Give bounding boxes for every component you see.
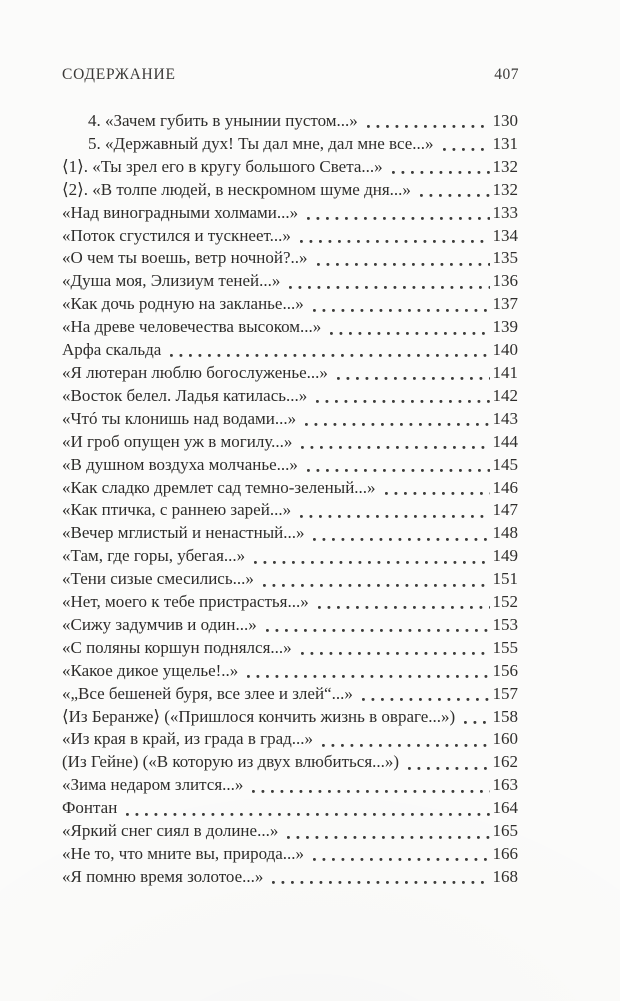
dot-leader <box>257 614 493 637</box>
dot-leader <box>298 202 492 225</box>
toc-entry-page: 149 <box>492 546 518 566</box>
toc-entry <box>62 385 518 408</box>
toc-entry-page: 139 <box>492 317 518 337</box>
toc-entry <box>62 362 518 385</box>
toc-entry-title: 5. «Державный дух! Ты дал мне, дал мне все...» <box>88 133 434 153</box>
toc-entry-title: «Чтó ты клонишь над водами...» <box>62 408 297 428</box>
toc-entry-page: 145 <box>492 454 518 474</box>
toc-entry-page: 152 <box>492 592 518 612</box>
toc-entry-page: 151 <box>492 569 518 589</box>
toc-entry <box>62 797 518 820</box>
dot-leader <box>304 843 492 866</box>
toc-entry <box>62 179 518 202</box>
toc-entry-title: «Зима недаром злится...» <box>62 775 244 795</box>
toc-entry-page: 153 <box>492 614 518 634</box>
toc-entry <box>62 683 518 706</box>
toc-entry <box>62 591 518 614</box>
dot-leader <box>117 797 492 820</box>
toc-entry <box>62 454 518 477</box>
toc-entry-page: 158 <box>492 706 518 726</box>
page-number: 407 <box>494 66 519 83</box>
dot-leader <box>304 293 493 316</box>
toc-entry <box>62 545 518 568</box>
toc-entry-title: «Над виноградными холмами...» <box>62 202 299 222</box>
toc-entry-title: «О чем ты воешь, ветр ночной?..» <box>62 248 308 268</box>
toc-entry-page: 164 <box>492 798 518 818</box>
toc-entry-page: 160 <box>492 729 518 749</box>
toc-entry-page: 147 <box>492 500 518 520</box>
dot-leader <box>291 499 492 522</box>
toc-entry <box>62 477 518 500</box>
toc-entry <box>62 270 518 293</box>
toc-entry-page: 131 <box>492 133 518 153</box>
dot-leader <box>245 545 492 568</box>
toc-entry <box>62 133 518 156</box>
toc-entry-title: Фонтан <box>62 798 118 818</box>
dot-leader <box>328 362 493 385</box>
toc-entry <box>62 499 518 522</box>
dot-leader <box>399 751 492 774</box>
toc-entry-title: «Поток сгустился и тускнеет...» <box>62 225 291 245</box>
toc-entry-title: «Какое дикое ущелье!..» <box>62 660 239 680</box>
toc-entry-title: «Восток белел. Ладья катилась...» <box>62 385 308 405</box>
toc-entry-page: 132 <box>492 179 518 199</box>
toc-entry-title: «Я лютеран люблю богослуженье...» <box>62 362 328 382</box>
toc-entry-title: «Я помню время золотое...» <box>62 866 264 886</box>
toc-entry-title: «Там, где горы, убегая...» <box>62 546 246 566</box>
toc-entry-title: «Яркий снег сиял в долине...» <box>62 821 279 841</box>
toc-entry-title: 4. «Зачем губить в унынии пустом...» <box>88 111 358 130</box>
toc-entry <box>62 316 518 339</box>
dot-leader <box>243 774 492 797</box>
toc-entry-page: 146 <box>492 477 518 497</box>
toc-entry-title: ⟨Из Беранже⟩ («Пришлося кончить жизнь в овраге...») <box>62 706 456 726</box>
toc-entry <box>62 866 518 889</box>
toc-entry-title: «Сижу задумчив и один...» <box>62 614 257 634</box>
dot-leader <box>161 339 492 362</box>
dot-leader <box>292 431 492 454</box>
toc-entry <box>62 706 518 729</box>
toc-entry-page: 163 <box>492 775 518 795</box>
toc-entry-title: ⟨1⟩. «Ты зрел его в кругу большого Света...» <box>62 156 383 176</box>
toc-entry-page: 144 <box>492 431 518 451</box>
toc-entry-title: (Из Гейне) («В которую из двух влюбиться...») <box>62 752 400 772</box>
toc-entry-page: 155 <box>492 637 518 657</box>
dot-leader <box>278 820 492 843</box>
toc-entry-title: «Нет, моего к тебе пристрастья...» <box>62 592 309 612</box>
toc-entry <box>62 110 518 133</box>
toc-entry <box>62 614 518 637</box>
toc-entry <box>62 225 518 248</box>
dot-leader <box>353 683 493 706</box>
toc-entry-title: «Тени сизые смесились...» <box>62 569 254 589</box>
dot-leader <box>307 385 492 408</box>
dot-leader <box>411 179 493 202</box>
dot-leader <box>296 408 492 431</box>
dot-leader <box>304 522 492 545</box>
dot-leader <box>434 133 493 156</box>
toc-entry-title: «Не то, что мните вы, природа...» <box>62 844 305 863</box>
toc-entry-title: ⟨2⟩. «В толпе людей, в нескромном шуме дня...» <box>62 179 411 199</box>
toc-entry-page: 137 <box>492 294 518 314</box>
toc-entry-title: «Как дочь родную на закланье...» <box>62 294 304 314</box>
toc-entry-page: 162 <box>492 752 518 772</box>
toc-entry <box>62 202 518 225</box>
toc-entry-page: 132 <box>492 156 518 176</box>
dot-leader <box>376 477 493 500</box>
toc-entry-title: «С поляны коршун поднялся...» <box>62 637 292 657</box>
dot-leader <box>238 660 492 683</box>
toc-entry-title: «„Все бешеней буря, все злее и злей“...» <box>62 683 353 703</box>
toc-entry <box>62 431 518 454</box>
running-head <box>62 66 519 84</box>
toc-entry-page: 156 <box>492 660 518 680</box>
toc-entry-page: 165 <box>492 821 518 841</box>
toc-entry-page: 166 <box>492 844 518 863</box>
toc-entry-title: «В душном воздуха молчанье...» <box>62 454 298 474</box>
toc-entry-title: «Вечер мглистый и ненастный...» <box>62 523 305 543</box>
toc-list <box>62 110 518 889</box>
toc-entry-title: Арфа скальда <box>62 340 162 360</box>
dot-leader <box>291 225 493 248</box>
toc-entry <box>62 774 518 797</box>
dot-leader <box>308 247 493 270</box>
dot-leader <box>383 156 493 179</box>
toc-entry-page: 143 <box>492 408 518 428</box>
toc-entry-page: 168 <box>492 866 518 886</box>
dot-leader <box>358 110 493 133</box>
dot-leader <box>313 728 492 751</box>
toc-entry <box>62 247 518 270</box>
toc-entry <box>62 408 518 431</box>
dot-leader <box>455 706 492 729</box>
toc-entry-page: 133 <box>492 202 518 222</box>
toc-entry-page: 157 <box>492 683 518 703</box>
toc-entry-title: «На древе человечества высоком...» <box>62 317 322 337</box>
toc-entry <box>62 728 518 751</box>
toc-entry-page: 134 <box>492 225 518 245</box>
toc-entry <box>62 568 518 591</box>
toc-entry-title: «Из края в край, из града в град...» <box>62 729 314 749</box>
toc-entry-title: «И гроб опущен уж в могилу...» <box>62 431 293 451</box>
dot-leader <box>263 866 492 889</box>
toc-entry <box>62 843 518 866</box>
toc-entry <box>62 660 518 683</box>
toc-entry-title: «Как сладко дремлет сад темно-зеленый...» <box>62 477 376 497</box>
toc-entry-title: «Как птичка, с раннею зарей...» <box>62 500 292 520</box>
toc-entry <box>62 751 518 774</box>
dot-leader <box>254 568 493 591</box>
dot-leader <box>292 637 493 660</box>
toc-entry <box>62 339 518 362</box>
toc-entry-page: 148 <box>492 523 518 543</box>
dot-leader <box>298 454 493 477</box>
dot-leader <box>309 591 493 614</box>
toc-entry <box>62 522 518 545</box>
toc-entry-page: 130 <box>492 111 518 130</box>
toc-entry <box>62 637 518 660</box>
toc-entry <box>62 156 518 179</box>
toc-entry-title: «Душа моя, Элизиум теней...» <box>62 271 281 291</box>
toc-entry-page: 136 <box>492 271 518 291</box>
dot-leader <box>321 316 492 339</box>
toc-entry <box>62 293 518 316</box>
toc-entry-page: 142 <box>492 385 518 405</box>
toc-entry <box>62 820 518 843</box>
dot-leader <box>280 270 492 293</box>
contents-heading: СОДЕРЖАНИЕ <box>62 66 176 83</box>
toc-entry-page: 141 <box>492 362 518 382</box>
toc-entry-page: 135 <box>492 248 518 268</box>
toc-entry-page: 140 <box>492 340 518 360</box>
